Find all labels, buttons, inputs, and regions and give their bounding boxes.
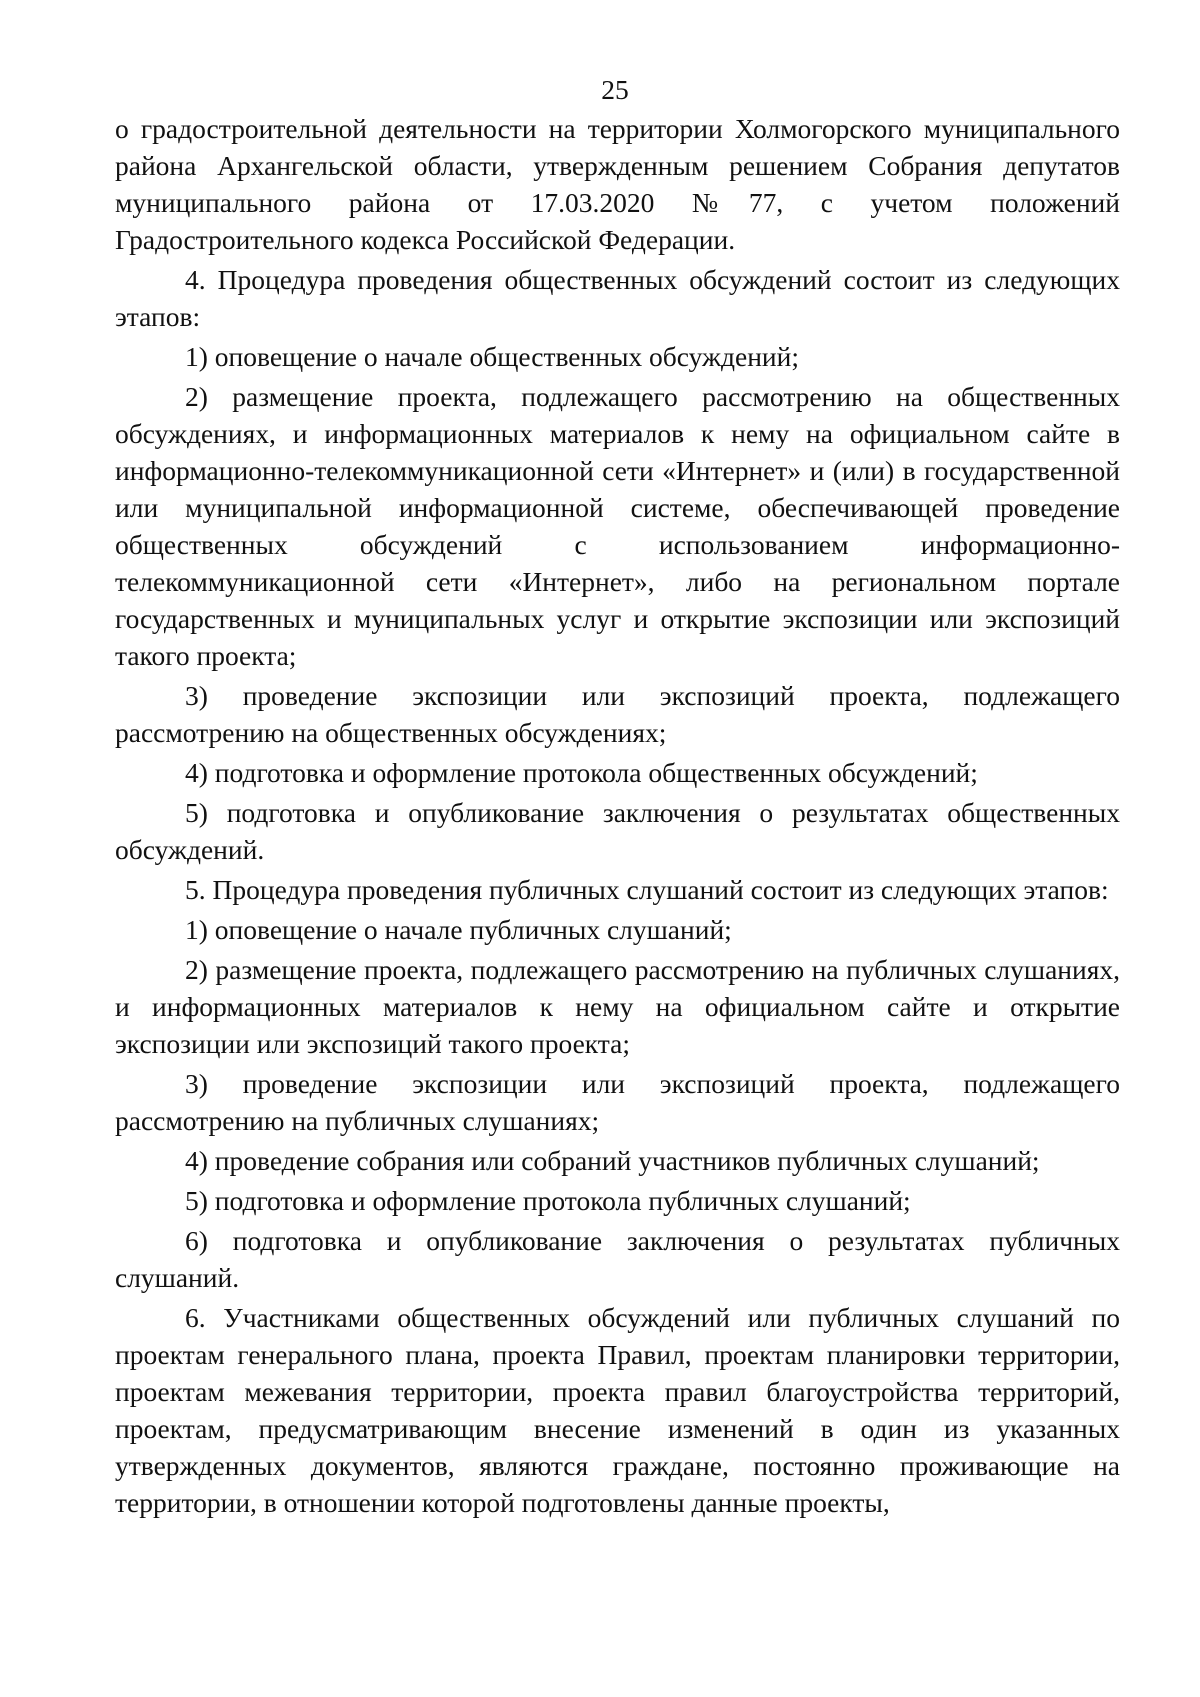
paragraph-item-5-2: 2) размещение проекта, подлежащего рассмотрению на публичных слушаниях, и информационных материалов к нему на официальном сайте и открытие экспозиции или экспозиций такого проекта; (115, 954, 1120, 1059)
paragraph-item-4-4: 4) подготовка и оформление протокола общественных обсуждений; (185, 757, 978, 788)
paragraph-item-5-5: 5) подготовка и оформление протокола публичных слушаний; (185, 1185, 911, 1216)
paragraph-item-4-5: 5) подготовка и опубликование заключения о результатах общественных обсуждений. (115, 797, 1120, 865)
paragraph-item-4-1: 1) оповещение о начале общественных обсуждений; (185, 341, 800, 372)
paragraph-continuation: о градостроительной деятельности на территории Холмогорского муниципального района Архангельской области, утвержденным решением Собрания депутатов муниципального района от 17.03.2020 №77, с учетом положений Градостроительного кодекса Российской Федерации. (115, 113, 1120, 255)
paragraph-item-5-4: 4) проведение собрания или собраний участников публичных слушаний; (185, 1145, 1040, 1176)
document-body (115, 110, 1120, 1521)
paragraph-item-5-3: 3) проведение экспозиции или экспозиций проекта, подлежащего рассмотрению на публичных слушаниях; (115, 1068, 1120, 1136)
paragraph-item-4: 4. Процедура проведения общественных обсуждений состоит из следующих этапов: (115, 264, 1120, 332)
paragraph-item-6: 6. Участниками общественных обсуждений или публичных слушаний по проектам генерального плана, проекта Правил, проектам планировки территории, проектам межевания территории, проекта правил благоустройства территорий, проектам, предусматривающим внесение изменений в один из указанных утвержденных документов, являются граждане, постоянно проживающие на территории, в отношении которой подготовлены данные проекты, (115, 1302, 1120, 1518)
paragraph-item-5-6: 6) подготовка и опубликование заключения о результатах публичных слушаний. (115, 1225, 1120, 1293)
paragraph-item-5-1: 1) оповещение о начале публичных слушаний; (185, 914, 732, 945)
paragraph-item-4-3: 3) проведение экспозиции или экспозиций проекта, подлежащего рассмотрению на общественных обсуждениях; (115, 680, 1120, 748)
paragraph-item-4-2: 2) размещение проекта, подлежащего рассмотрению на общественных обсуждениях, и информационных материалов к нему на официальном сайте в информационно-телекоммуникационной сети «Интернет» и (или) в государственной или муниципальной информационной системе, обеспечивающей проведение общественных обсуждений с использованием информационно-телекоммуникационной сети «Интернет», либо на региональном портале государственных и муниципальных услуг и открытие экспозиции или экспозиций такого проекта; (115, 381, 1120, 671)
page-number: 25 (601, 74, 629, 105)
paragraph-item-5: 5. Процедура проведения публичных слушаний состоит из следующих этапов: (185, 874, 1109, 905)
